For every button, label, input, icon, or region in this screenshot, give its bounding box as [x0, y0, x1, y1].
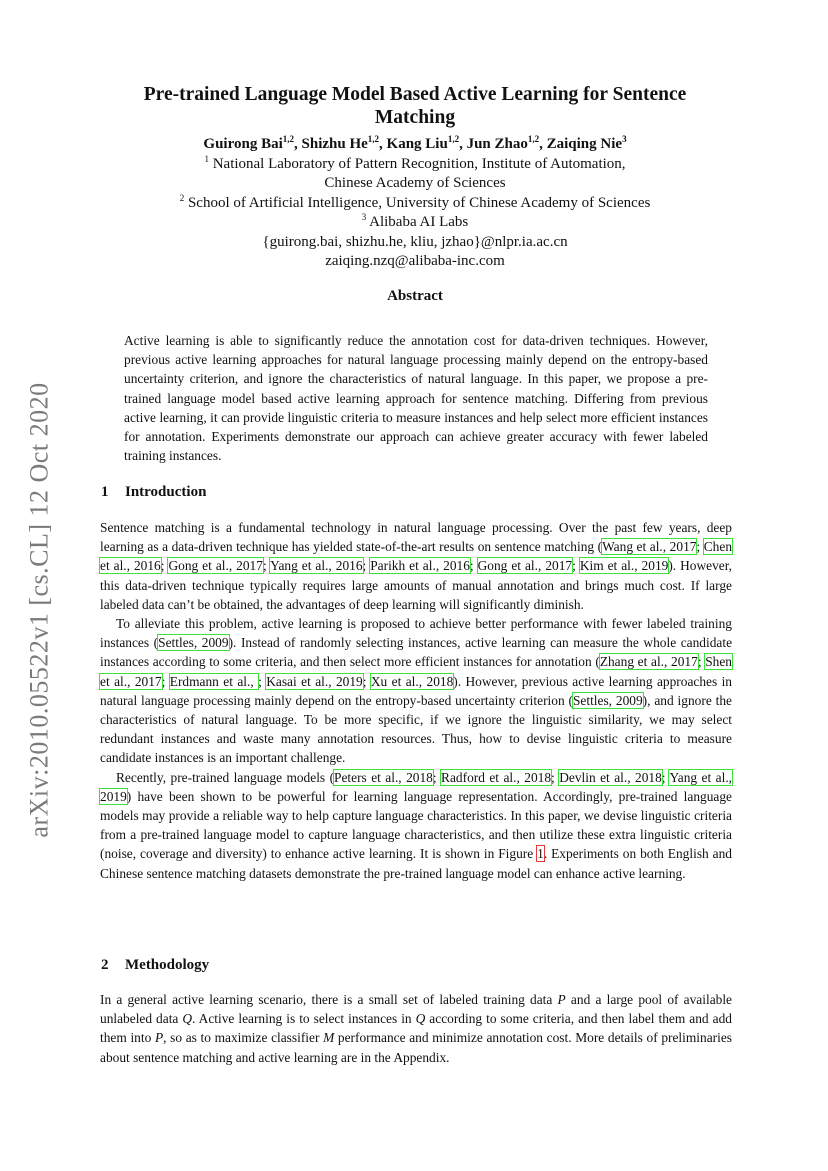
author-2: , Shizhu He: [294, 136, 368, 152]
paragraph-text: , so as to maximize classifier: [163, 1030, 324, 1046]
paragraph-text: To alleviate this problem, active learning is proposed to achieve better performance with fewer labeled training instances (: [100, 616, 732, 651]
section-1-body: [100, 518, 732, 883]
separator: ;: [661, 769, 670, 785]
citation-link[interactable]: Parikh et al., 2016: [370, 558, 470, 574]
author-2-affil: 1,2: [367, 134, 380, 144]
citation-link[interactable]: Gong et al., 2017: [168, 558, 263, 574]
citation-link[interactable]: Settles, 2009: [572, 692, 643, 708]
intro-paragraph-1: [100, 518, 732, 614]
paragraph-text: Recently, pre-trained language models (: [116, 769, 335, 785]
citation-link[interactable]: Wang et al., 2017: [602, 539, 697, 555]
section-2-title: Methodology: [125, 957, 210, 973]
paragraph-text: . Experiments on both English and Chinese sentence matching datasets demonstrate the pre-trained language model can enhance active learning.: [100, 846, 732, 881]
citation-link[interactable]: Shen et al., 2017: [100, 654, 732, 689]
citation-link[interactable]: Devlin et al., 2018: [559, 769, 662, 785]
author-names: [100, 135, 730, 155]
math-symbol: Q: [182, 1011, 193, 1027]
separator: ;: [160, 558, 169, 574]
section-2-number: 2: [101, 957, 109, 973]
author-3-affil: 1,2: [447, 134, 460, 144]
email-line-2: zaiqing.nzq@alibaba-inc.com: [325, 253, 505, 269]
paragraph-text: ). Instead of randomly selecting instances, active learning can measure the whole candidate instances according to some criteria, and then select more efficient instances for annotation (: [100, 635, 733, 670]
affiliation-1: [100, 155, 730, 175]
email-line-1: {guirong.bai, shizhu.he, kliu, jzhao}@nlpr.ia.ac.cn: [262, 233, 568, 250]
separator: ;: [572, 558, 580, 574]
separator: ;: [262, 558, 271, 574]
separator: ;: [258, 673, 267, 689]
affiliation-2-mark: 2: [179, 192, 185, 203]
section-1-title: Introduction: [125, 484, 207, 500]
citation-link[interactable]: Gong et al., 2017: [477, 558, 573, 574]
separator: ;: [161, 673, 170, 689]
methodology-paragraph-1: [100, 990, 732, 1067]
author-block: [100, 135, 730, 272]
section-1-number: 1: [101, 484, 109, 500]
paper-title: [120, 83, 710, 129]
separator: ;: [362, 673, 371, 689]
separator: ;: [469, 558, 478, 574]
citation-link[interactable]: Settles, 2009: [158, 635, 229, 651]
math-symbol: P: [154, 1030, 164, 1046]
paragraph-text: ). However, this data-driven technique typically requires large amounts of manual annotation and brings much cost. If large labeled data can’t be obtained, the advantages of deep learning will significantly diminish.: [100, 558, 733, 612]
citation-link[interactable]: Kim et al., 2019: [579, 558, 669, 574]
paragraph-text: In a general active learning scenario, there is a small set of labeled training data: [100, 992, 558, 1007]
arxiv-sidebar-stamp: [18, 365, 62, 855]
section-2-heading: [101, 957, 209, 974]
paragraph-text: ) have been shown to be powerful for learning language representation. Accordingly, pre-trained language models may provide a reliable way to help capture language characteristics. In this paper, we devise linguistic criteria from a pre-trained language model to capture language characteristics, and then utilize these extra linguistic criteria (noise, coverage and diversity) to enhance active learning. It is shown in Figure: [100, 788, 732, 862]
arxiv-identifier: arXiv:2010.05522v1 [cs.CL] 12 Oct 2020: [25, 382, 55, 838]
section-1-heading: [101, 484, 206, 501]
paragraph-text: and a large pool of available unlabeled data: [100, 992, 732, 1027]
citation-link[interactable]: Kasai et al., 2019: [266, 673, 363, 689]
author-5-affil: 3: [622, 134, 627, 144]
abstract-heading: Abstract: [387, 288, 443, 304]
author-1-affil: 1,2: [282, 134, 295, 144]
intro-paragraph-3: [100, 768, 732, 883]
citation-link[interactable]: Xu et al., 2018: [370, 673, 454, 689]
figure-reference-link[interactable]: 1: [537, 846, 544, 862]
paragraph-text: . Active learning is to select instances in: [192, 1011, 416, 1027]
citation-link[interactable]: Erdmann et al.,: [169, 673, 259, 689]
title-line-1: Pre-trained Language Model Based Active Learning for Sentence: [143, 84, 687, 105]
separator: ;: [432, 769, 442, 785]
affiliation-2-text: School of Artificial Intelligence, University of Chinese Academy of Sciences: [184, 194, 651, 211]
citation-link[interactable]: Yang et al., 2016: [270, 558, 363, 574]
math-symbol: P: [557, 992, 566, 1007]
author-4: , Jun Zhao: [459, 136, 528, 152]
paragraph-text: ), and ignore the characteristics of natural language. To be more specific, if we ignore the linguistic similarity, we may select redundant instances and waste many annotation resources. Thus, how to devise linguistic criteria to measure candidate instances is an important challenge.: [100, 692, 732, 766]
affiliation-1-text: National Laboratory of Pattern Recognition, Institute of Automation,: [208, 155, 626, 172]
separator: ;: [697, 654, 706, 670]
author-5: , Zaiqing Nie: [539, 136, 623, 152]
math-symbol: M: [323, 1030, 335, 1046]
separator: ;: [551, 769, 560, 785]
affiliation-3: [100, 213, 730, 233]
math-symbol: Q: [415, 1011, 426, 1027]
citation-link[interactable]: Yang et al., 2019: [100, 769, 733, 804]
affiliation-3-text: Alibaba AI Labs: [366, 214, 469, 230]
paragraph-text: Sentence matching is a fundamental technology in natural language processing. Over the past few years, deep learning as a data-driven technique has yielded state-of-the-art results on sentence matching (: [100, 520, 732, 555]
affiliation-1-mark: 1: [204, 153, 209, 164]
affiliation-3-mark: 3: [361, 212, 367, 222]
separator: ;: [696, 539, 704, 555]
citation-link[interactable]: Chen et al., 2016: [100, 539, 733, 574]
paragraph-text: according to some criteria, and then label them and add them into: [100, 1011, 732, 1046]
intro-paragraph-2: [100, 614, 732, 768]
paragraph-text: performance and minimize annotation cost. More details of preliminaries about sentence matching and active learning are in the Appendix.: [100, 1030, 732, 1065]
paragraph-text: ). However, previous active learning approaches in natural language processing mainly depend on the entropy-based uncertainty criterion (: [100, 673, 733, 708]
separator: ;: [362, 558, 371, 574]
author-3: , Kang Liu: [379, 136, 448, 152]
abstract-body: Active learning is able to significantly reduce the annotation cost for data-driven techniques. However, previous active learning approaches for natural language processing mainly depend on the entropy-based uncertainty criterion, and ignore the characteristics of natural language. In this paper, we propose a pre-trained language model based active learning approach for sentence matching. Differing from previous active learning, it can provide linguistic criteria to measure instances and help select more efficient instances for annotation. Experiments demonstrate our approach can achieve greater accuracy with fewer labeled training instances.: [124, 333, 708, 464]
section-2-body: [100, 990, 732, 1067]
affiliation-2: [100, 194, 730, 214]
affiliation-1-cont: Chinese Academy of Sciences: [324, 175, 506, 191]
title-line-2: Matching: [374, 107, 456, 128]
author-4-affil: 1,2: [527, 134, 540, 144]
citation-link[interactable]: Peters et al., 2018: [334, 769, 433, 785]
citation-link[interactable]: Zhang et al., 2017: [599, 654, 698, 670]
author-1: Guirong Bai: [203, 136, 283, 152]
citation-link[interactable]: Radford et al., 2018: [441, 769, 552, 785]
